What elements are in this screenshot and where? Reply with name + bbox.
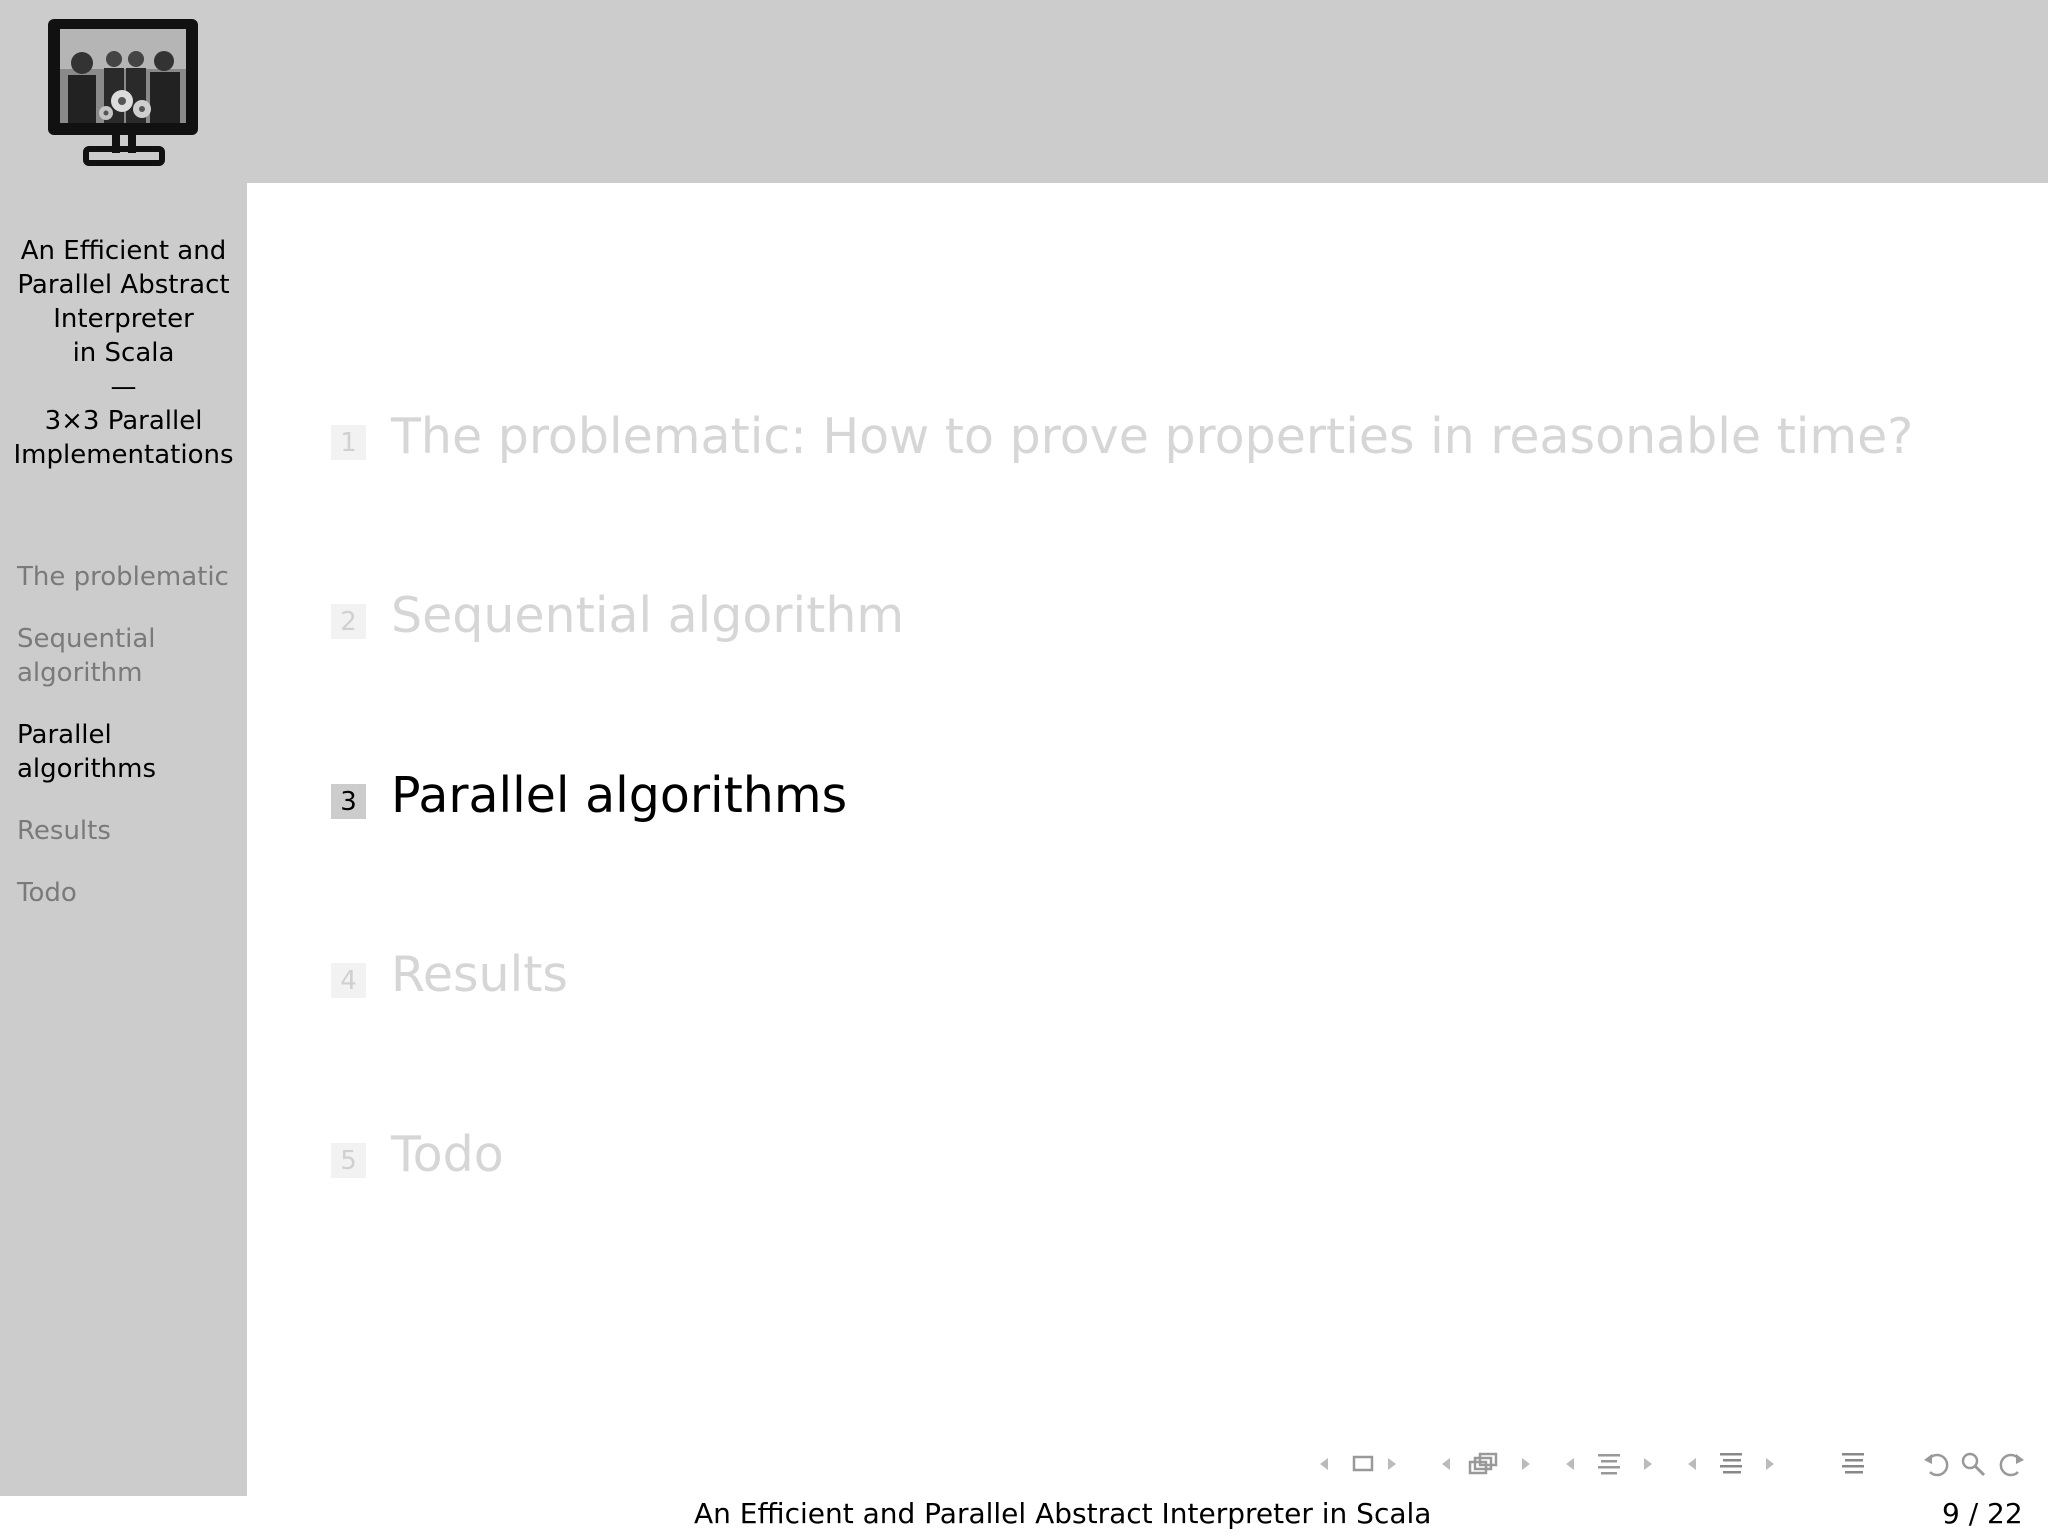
monitor-logo-icon [46,17,200,167]
sidebar-title-line: An Efficient and [20,236,227,266]
toc-label: Todo [391,1126,504,1183]
toc-label: The problematic: How to prove properties in reasonable time? [391,408,1914,465]
toc-item-parallel-algorithms[interactable] [331,767,847,824]
toc-item-todo[interactable] [331,1126,504,1183]
search-icon[interactable] [1958,1450,1988,1478]
sidebar-item-todo[interactable]: Todo [17,878,77,908]
toc-label: Parallel algorithms [391,767,848,824]
forward-icon[interactable] [1994,1450,2026,1478]
toc-number-badge: 1 [331,425,366,460]
toc-number-badge: 4 [331,963,366,998]
sidebar-item-parallel-algorithms[interactable]: Parallel algorithms [17,720,157,784]
sidebar-title-line: Parallel Abstract [17,270,230,300]
toc-label: Sequential algorithm [391,587,905,644]
footer-title: An Efficient and Parallel Abstract Interpreter in Scala [694,1497,1432,1530]
toc-item-results[interactable] [331,946,568,1003]
sidebar-title-separator: — [110,372,137,402]
toc-label: Results [391,946,568,1003]
sidebar-item-results[interactable]: Results [17,816,111,846]
toc-number-badge: 5 [331,1143,366,1178]
sidebar-item-the-problematic[interactable]: The problematic [17,562,229,592]
sidebar-subtitle-line: 3×3 Parallel [44,406,203,436]
subsection-nav-icon[interactable] [1440,1450,1532,1478]
section-nav-icon[interactable] [1564,1450,1654,1478]
sidebar-title-line: Interpreter [53,304,194,334]
sidebar-item-sequential-algorithm[interactable]: Sequential algorithm [17,624,156,688]
toc-item-sequential-algorithm[interactable] [331,587,904,644]
frame-nav-icon[interactable] [1318,1450,1398,1478]
back-icon[interactable] [1922,1450,1954,1478]
sidebar-subtitle-line: Implementations [13,440,234,470]
sidebar-presentation-title [0,234,247,472]
toc-number-badge: 3 [331,784,366,819]
toc-number-badge: 2 [331,604,366,639]
footer-page-number: 9 / 22 [1942,1497,2023,1530]
sidebar-title-line: in Scala [72,338,175,368]
document-nav-icon[interactable] [1686,1450,1776,1478]
header-band [0,0,2048,183]
toc-item-the-problematic[interactable] [331,408,1913,465]
appendix-icon[interactable] [1838,1450,1868,1478]
